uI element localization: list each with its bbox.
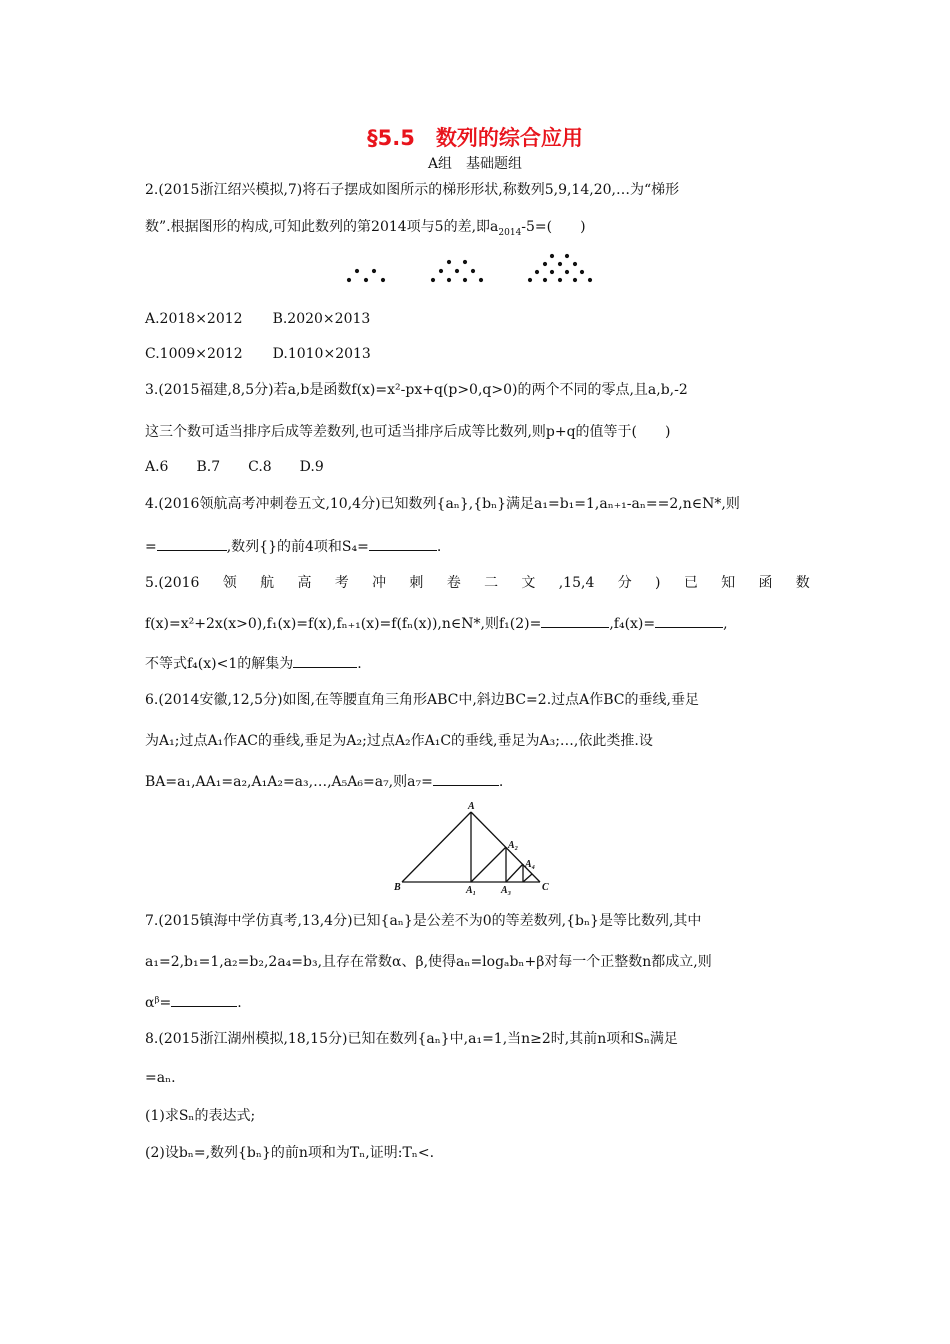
- q8-line-1: 8.(2015浙江湖州模拟,18,15分)已知在数列{aₙ}中,a₁=1,当n≥2时,其前n项和Sₙ满足: [145, 1031, 678, 1047]
- q5-word: 文: [521, 575, 536, 591]
- q4-line-1: 4.(2016领航高考冲刺卷五文,10,4分)已知数列{aₙ},{bₙ}满足a₁=b₁=1,aₙ₊₁-aₙ==2,n∈N*,则: [145, 496, 740, 512]
- label-B: B: [394, 882, 401, 893]
- q5-text-c: ,: [723, 616, 728, 632]
- q8-part-1: (1)求Sₙ的表达式;: [145, 1108, 256, 1124]
- q8-part-2: (2)设bₙ=,数列{bₙ}的前n项和为Tₙ,证明:Tₙ<.: [145, 1145, 435, 1161]
- q7-text-b: .: [237, 995, 242, 1011]
- q2-option-a: A.2018×2012: [145, 311, 243, 327]
- q5-answer-blank-1[interactable]: [541, 613, 609, 628]
- q3-options: A.6 B.7 C.8 D.9: [145, 459, 324, 475]
- q4-text-b: ,数列{}的前4项和S₄=: [226, 539, 369, 555]
- q5-text-a: f(x)=x²+2x(x>0),f₁(x)=f(x),fₙ₊₁(x)=f(fₙ(x)),n∈N*,则f₁(2)=: [145, 616, 542, 632]
- q2-option-d: D.1010×2013: [272, 346, 371, 362]
- q5-word: 领: [222, 575, 237, 591]
- q5-word: 二: [484, 575, 499, 591]
- q5-word: 航: [260, 575, 275, 591]
- q5-word: 知: [721, 575, 736, 591]
- label-A: A: [468, 801, 475, 812]
- q5-word: 高: [297, 575, 312, 591]
- q5-word: 5.(2016: [145, 575, 200, 591]
- q6-text-a: BA=a₁,AA₁=a₂,A₁A₂=a₃,…,A₅A₆=a₇,则a₇=: [145, 774, 433, 790]
- q5-text-e: .: [357, 656, 362, 672]
- q6-line-1: 6.(2014安徽,12,5分)如图,在等腰直角三角形ABC中,斜边BC=2.过点A作BC的垂线,垂足: [145, 692, 699, 708]
- q2-options-row-1: [145, 309, 810, 329]
- label-A4: A₄: [525, 859, 536, 870]
- q6-text-b: .: [498, 774, 504, 790]
- q4-answer-blank-1[interactable]: [157, 536, 227, 551]
- q5-text-b: ,f₄(x)=: [609, 616, 656, 632]
- isosceles-triangle-figure: [392, 798, 564, 896]
- q3-line-1: 3.(2015福建,8,5分)若a,b是函数f(x)=x²-px+q(p>0,q>0)的两个不同的零点,且a,b,-2: [145, 382, 688, 398]
- q5-line-1: [145, 573, 810, 593]
- q5-word: 刺: [409, 575, 424, 591]
- trapezoid-2: [431, 260, 483, 282]
- q5-word: 已: [683, 575, 698, 591]
- q6-line-2: 为A₁;过点A₁作AC的垂线,垂足为A₂;过点A₂作A₁C的垂线,垂足为A₃;…,依此类推.设: [145, 733, 653, 749]
- label-A2: A₂: [508, 840, 519, 851]
- q5-word: 卷: [446, 575, 461, 591]
- q7-line-1: 7.(2015镇海中学仿真考,13,4分)已知{aₙ}是公差不为0的等差数列,{bₙ}是等比数列,其中: [145, 913, 702, 929]
- trapezoid-dots-figure: [340, 248, 610, 286]
- q5-line-2: [145, 613, 810, 634]
- q4-line-2: [145, 536, 810, 557]
- trapezoid-3: [528, 254, 592, 282]
- triangle-lines: [402, 812, 540, 882]
- q4-answer-blank-2[interactable]: [369, 536, 437, 551]
- q2-option-b: B.2020×2013: [272, 311, 371, 327]
- q5-answer-blank-3[interactable]: [293, 653, 357, 668]
- q5-word: ): [655, 575, 661, 591]
- q2-options-row-2: [145, 344, 810, 364]
- q2-line-1: 2.(2015浙江绍兴模拟,7)将石子摆成如图所示的梯形形状,称数列5,9,14,20,…为“梯形: [145, 182, 680, 198]
- section-title: §5.5 数列的综合应用: [367, 126, 583, 150]
- label-C: C: [542, 882, 549, 893]
- q7-answer-blank[interactable]: [171, 992, 237, 1007]
- q7-line-2: a₁=2,b₁=1,a₂=b₂,2a₄=b₃,且存在常数α、β,使得aₙ=logₐbₙ+β对每一个正整数n都成立,则: [145, 954, 712, 970]
- q6-line-3: [145, 771, 810, 792]
- label-A3: A₃: [501, 885, 512, 896]
- q2-line-2-text: 数”.根据图形的构成,可知此数列的第2014项与5的差,即a: [145, 219, 499, 235]
- q2-line-2: [145, 217, 810, 243]
- q5-word: 函: [758, 575, 773, 591]
- q7-line-3: [145, 992, 810, 1013]
- q2-subscript: 2014: [498, 227, 522, 238]
- q4-text-c: .: [436, 539, 442, 555]
- q3-line-2: 这三个数可适当排序后成等差数列,也可适当排序后成等比数列,则p+q的值等于( ): [145, 424, 671, 440]
- trapezoid-1: [347, 269, 385, 282]
- q6-answer-blank[interactable]: [433, 771, 499, 786]
- q5-word: 冲: [372, 575, 387, 591]
- q5-word: 分: [617, 575, 632, 591]
- q5-answer-blank-2[interactable]: [655, 613, 723, 628]
- q2-line-2-tail: -5=( ): [521, 219, 586, 235]
- q2-option-c: C.1009×2012: [145, 346, 243, 362]
- group-subtitle: A组 基础题组: [427, 156, 523, 172]
- q5-word: 数: [795, 575, 810, 591]
- q5-line-3: [145, 653, 810, 674]
- q8-line-2: =aₙ.: [145, 1070, 176, 1086]
- label-A1: A₁: [466, 885, 477, 896]
- q5-word: ,15,4: [558, 575, 595, 591]
- q5-word: 考: [334, 575, 349, 591]
- q4-text-a: =: [145, 539, 157, 555]
- q7-text-a: αᵝ=: [145, 995, 172, 1011]
- q5-text-d: 不等式f₄(x)<1的解集为: [145, 656, 294, 672]
